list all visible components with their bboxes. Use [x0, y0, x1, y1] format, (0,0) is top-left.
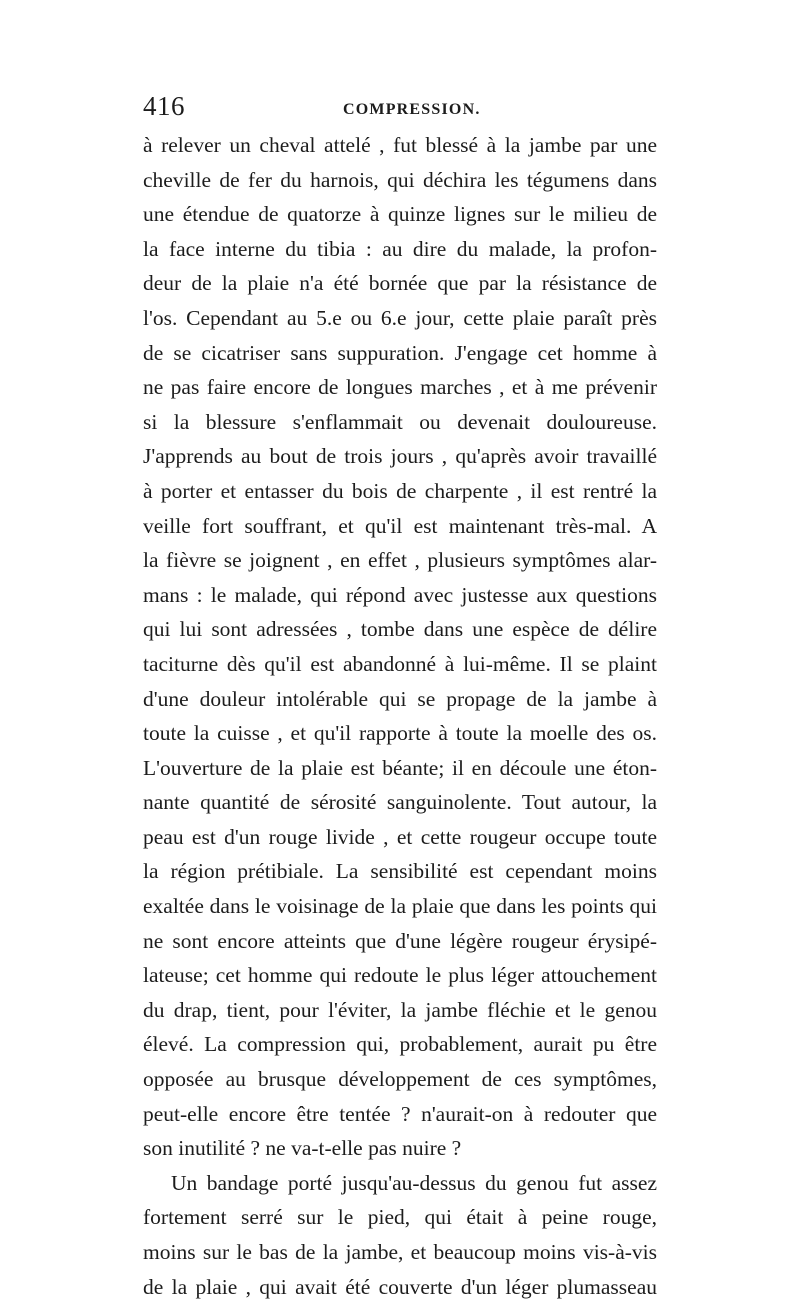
page-number: 416 — [143, 91, 185, 121]
text-line: mans : le malade, qui répond avec justesse aux questions — [143, 582, 657, 607]
text-line: la fièvre se joignent , en effet , plusieurs symptômes alar- — [143, 548, 657, 573]
text-line: cheville de fer du harnois, qui déchira les tégumens dans — [143, 167, 657, 192]
text-line: de la plaie , qui avait été couverte d'un léger plumasseau — [143, 1274, 657, 1299]
text-line: taciturne dès qu'il est abandonné à lui-même. Il se plaint — [143, 651, 657, 676]
text-line: J'apprends au bout de trois jours , qu'après avoir travaillé — [143, 444, 657, 469]
text-line: à porter et entasser du bois de charpente , il est rentré la — [143, 478, 657, 503]
text-line: une étendue de quatorze à quinze lignes sur le milieu de — [143, 202, 657, 227]
running-head — [143, 88, 657, 124]
text-line: ne sont encore atteints que d'une légère rougeur érysipé- — [143, 928, 657, 953]
text-line: si la blessure s'enflammait ou devenait douloureuse. — [143, 409, 657, 434]
text-line: ne pas faire encore de longues marches , et à me prévenir — [143, 375, 657, 400]
text-line: nante quantité de sérosité sanguinolente. Tout autour, la — [143, 790, 657, 815]
text-line: opposée au brusque développement de ces symptômes, — [143, 1067, 657, 1092]
text-line: exaltée dans le voisinage de la plaie que dans les points qui — [143, 894, 657, 919]
text-line-paragraph-start: Un bandage porté jusqu'au-dessus du genou fut assez — [171, 1170, 657, 1195]
text-line: moins sur le bas de la jambe, et beaucoup moins vis-à-vis — [143, 1240, 657, 1264]
running-title: COMPRESSION. — [343, 101, 481, 118]
body-text — [143, 128, 657, 1304]
text-line: veille fort souffrant, et qu'il est maintenant très-mal. A — [143, 513, 657, 538]
text-line: toute la cuisse , et qu'il rapporte à toute la moelle des os. — [143, 721, 657, 746]
text-line: deur de la plaie n'a été bornée que par la résistance de — [143, 271, 657, 296]
text-line: la région prétibiale. La sensibilité est cependant moins — [143, 859, 657, 884]
text-line: qui lui sont adressées , tombe dans une espèce de délire — [143, 617, 657, 642]
text-line: de se cicatriser sans suppuration. J'engage cet homme à — [143, 340, 657, 365]
text-line: lateuse; cet homme qui redoute le plus léger attouchement — [143, 963, 657, 988]
text-line-paragraph-end: son inutilité ? ne va-t-elle pas nuire ? — [143, 1136, 462, 1161]
text-line: élevé. La compression qui, probablement, aurait pu être — [143, 1032, 657, 1057]
text-line: la face interne du tibia : au dire du malade, la profon- — [143, 236, 657, 261]
text-line: fortement serré sur le pied, qui était à peine rouge, — [143, 1205, 657, 1230]
text-line: peau est d'un rouge livide , et cette rougeur occupe toute — [143, 824, 657, 849]
text-line: l'os. Cependant au 5.e ou 6.e jour, cette plaie paraît près — [143, 305, 657, 330]
text-line: peut-elle encore être tentée ? n'aurait-on à redouter que — [143, 1101, 657, 1126]
text-line: du drap, tient, pour l'éviter, la jambe fléchie et le genou — [143, 997, 657, 1022]
text-line: d'une douleur intolérable qui se propage de la jambe à — [143, 686, 657, 711]
text-line: à relever un cheval attelé , fut blessé à la jambe par une — [143, 133, 657, 157]
text-line: L'ouverture de la plaie est béante; il en découle une éton- — [143, 755, 657, 780]
